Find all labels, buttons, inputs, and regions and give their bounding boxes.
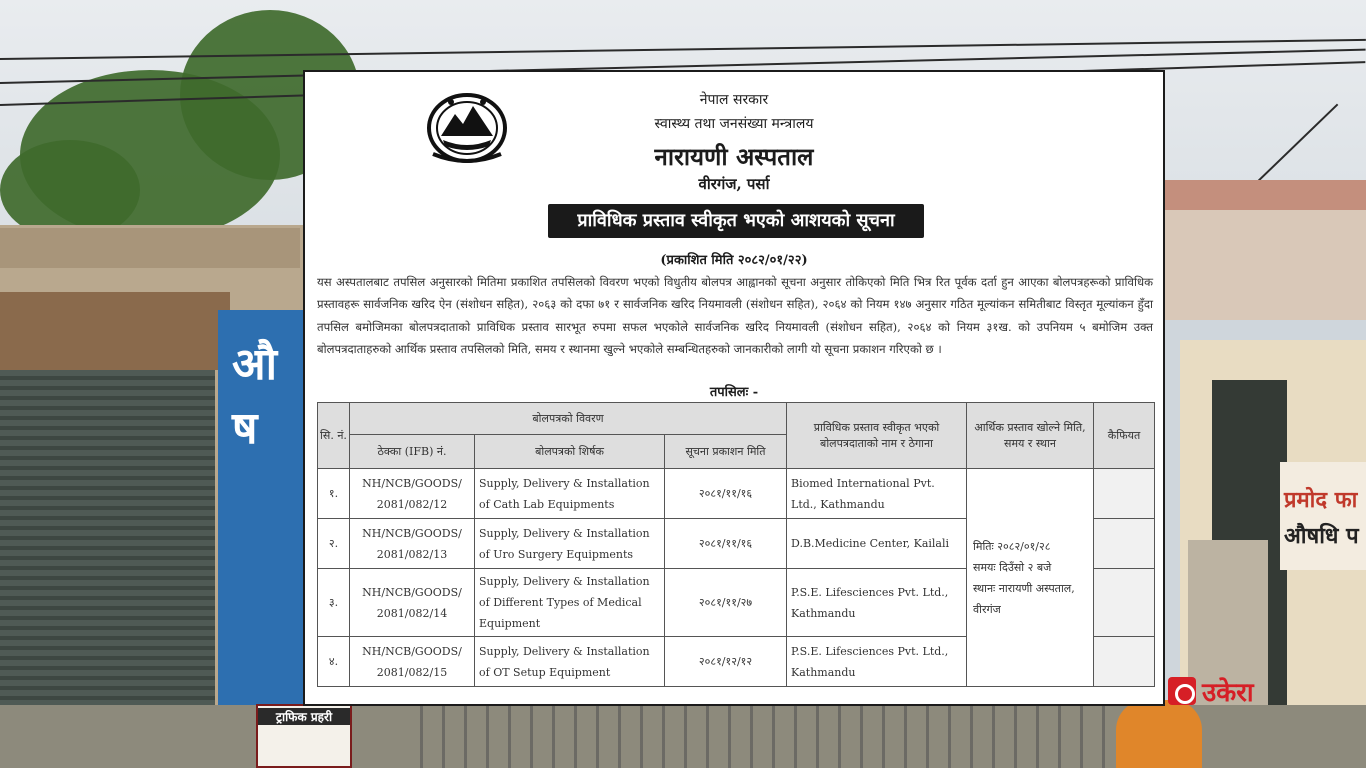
tapasil-label: तपसिलः -: [709, 385, 759, 400]
ifb-line: NH/NCB/GOODS/: [362, 476, 462, 490]
col-header-notice-date: सूचना प्रकाशन मिति: [665, 435, 787, 469]
cell-sn: ३.: [318, 569, 350, 637]
ukera-logo-icon: [1168, 677, 1196, 705]
cell-sn: २.: [318, 519, 350, 569]
roof: [1165, 180, 1366, 210]
cell-bidder: Biomed International Pvt. Ltd., Kathmandu: [787, 469, 967, 519]
pharmacy-sign: [218, 310, 304, 730]
col-header-bid-details: बोलपत्रको विवरण: [350, 403, 787, 435]
col-header-remarks: कैफियत: [1094, 403, 1155, 469]
col-header-financial-opening: आर्थिक प्रस्ताव खोल्ने मिति, समय र स्थान: [967, 403, 1094, 469]
cell-remarks: [1094, 519, 1155, 569]
ukera-watermark: [1168, 674, 1254, 708]
cell-notice-date: २०८१/११/१६: [665, 519, 787, 569]
cell-financial-opening: [967, 469, 1094, 687]
cell-title: Supply, Delivery & Installation of Cath Lab Equipments: [475, 469, 665, 519]
watermark-text: उकेरा: [1202, 678, 1254, 708]
cell-title: Supply, Delivery & Installation of Uro Surgery Equipments: [475, 519, 665, 569]
ifb-line: NH/NCB/GOODS/: [362, 526, 462, 540]
cell-ifb: [350, 519, 475, 569]
ifb-line: 2081/082/15: [376, 665, 448, 679]
cell-notice-date: २०८१/११/१६: [665, 469, 787, 519]
sign-text: औषधि प: [1284, 524, 1359, 549]
cell-ifb: [350, 569, 475, 637]
table-header-row: [318, 403, 1155, 435]
cell-bidder: P.S.E. Lifesciences Pvt. Ltd., Kathmandu: [787, 637, 967, 687]
government-name: नेपाल सरकार: [699, 92, 769, 108]
sign-letter: ष: [232, 403, 258, 454]
col-header-ifb: ठेक्का (IFB) नं.: [350, 435, 475, 469]
traffic-sign-label: ट्राफिक प्रहरी: [258, 708, 350, 725]
col-header-bidder: प्राविधिक प्रस्ताव स्वीकृत भएको बोलपत्रदाताको नाम र ठेगाना: [787, 403, 967, 469]
traffic-police-sign: [256, 704, 352, 768]
notice-document: [303, 70, 1165, 706]
hospital-name: नारायणी अस्पताल: [654, 142, 814, 171]
table-row: [318, 469, 1155, 519]
ifb-line: 2081/082/12: [376, 497, 448, 511]
published-date: (प्रकाशित मिति २०८२/०१/२२): [660, 253, 808, 268]
tender-table: [317, 402, 1155, 687]
hospital-location: वीरगंज, पर्सा: [698, 175, 770, 193]
sign-text: प्रमोद फा: [1284, 488, 1358, 513]
col-header-bid-title: बोलपत्रको शिर्षक: [475, 435, 665, 469]
cell-title: Supply, Delivery & Installation of Different Types of Medical Equipment: [475, 569, 665, 637]
cell-ifb: [350, 469, 475, 519]
cell-sn: १.: [318, 469, 350, 519]
opening-place: स्थानः नारायणी अस्पताल, वीरगंज: [973, 581, 1075, 616]
shop-shutter: [0, 370, 215, 705]
opening-date: मितिः २०८२/०१/२८: [973, 539, 1051, 553]
opening-time: समयः दिउँसो २ बजे: [973, 560, 1052, 574]
shop-awning: [0, 292, 230, 370]
cell-bidder: D.B.Medicine Center, Kailali: [787, 519, 967, 569]
cell-title: Supply, Delivery & Installation of OT Setup Equipment: [475, 637, 665, 687]
ifb-line: 2081/082/13: [376, 547, 448, 561]
cell-sn: ४.: [318, 637, 350, 687]
ifb-line: NH/NCB/GOODS/: [362, 585, 462, 599]
building-ledge: [0, 228, 300, 268]
person: [1116, 700, 1202, 768]
ifb-line: 2081/082/14: [376, 606, 448, 620]
cell-notice-date: २०८१/११/२७: [665, 569, 787, 637]
ifb-line: NH/NCB/GOODS/: [362, 644, 462, 658]
iron-gate: [420, 705, 1120, 768]
cell-remarks: [1094, 569, 1155, 637]
cell-remarks: [1094, 637, 1155, 687]
cell-notice-date: २०८१/१२/१२: [665, 637, 787, 687]
right-building: [1165, 180, 1366, 320]
cell-remarks: [1094, 469, 1155, 519]
cell-bidder: P.S.E. Lifesciences Pvt. Ltd., Kathmandu: [787, 569, 967, 637]
cell-ifb: [350, 637, 475, 687]
ministry-name: स्वास्थ्य तथा जनसंख्या मन्त्रालय: [654, 116, 814, 132]
col-header-sn: सि. नं.: [318, 403, 350, 469]
sign-letter: औ: [232, 339, 278, 390]
pharmacy-sign-right: [1280, 462, 1366, 570]
notice-body: यस अस्पतालबाट तपसिल अनुसारको मितिमा प्रकाशित तपसिलको विवरण भएको विधुतीय बोलपत्र आह्वानको सूचना अनुसार तोकिएको मिति भित्र रित पूर्वक दर्ता हुन आएका बोलपत्रहरूको प्राविधिक प्रस्तावहरू सार्वजनिक खरिद ऐन (संशोधन सहित), २०६३ को दफा ७१ र सार्वजनिक खरिद नियमावली (संशोधन सहित), २०६४ को नियम १४७ अनुसार गठित मूल्यांकन समितीबाट विस्तृत मूल्यांकन हुँदा तपसिल बमोजिमका बोलपत्रदाताको प्राविधिक प्रस्ताव सारभूत रुपमा सफल भएकोले सार्वजनिक खरिद नियमावली (संशोधन सहित), २०६४ को नियम ३१ख. को उपनियम ५ बमोजिम उक्त बोलपत्रदाताहरुको आर्थिक प्रस्ताव तपसिलको मिति, समय र स्थानमा खुल्ने भएकोले सम्बन्धितहरुको जानकारीको लागी यो सूचना प्रकाशन गरिएको छ ।: [317, 275, 1153, 356]
notice-title: प्राविधिक प्रस्ताव स्वीकृत भएको आशयको सूचना: [548, 204, 924, 238]
